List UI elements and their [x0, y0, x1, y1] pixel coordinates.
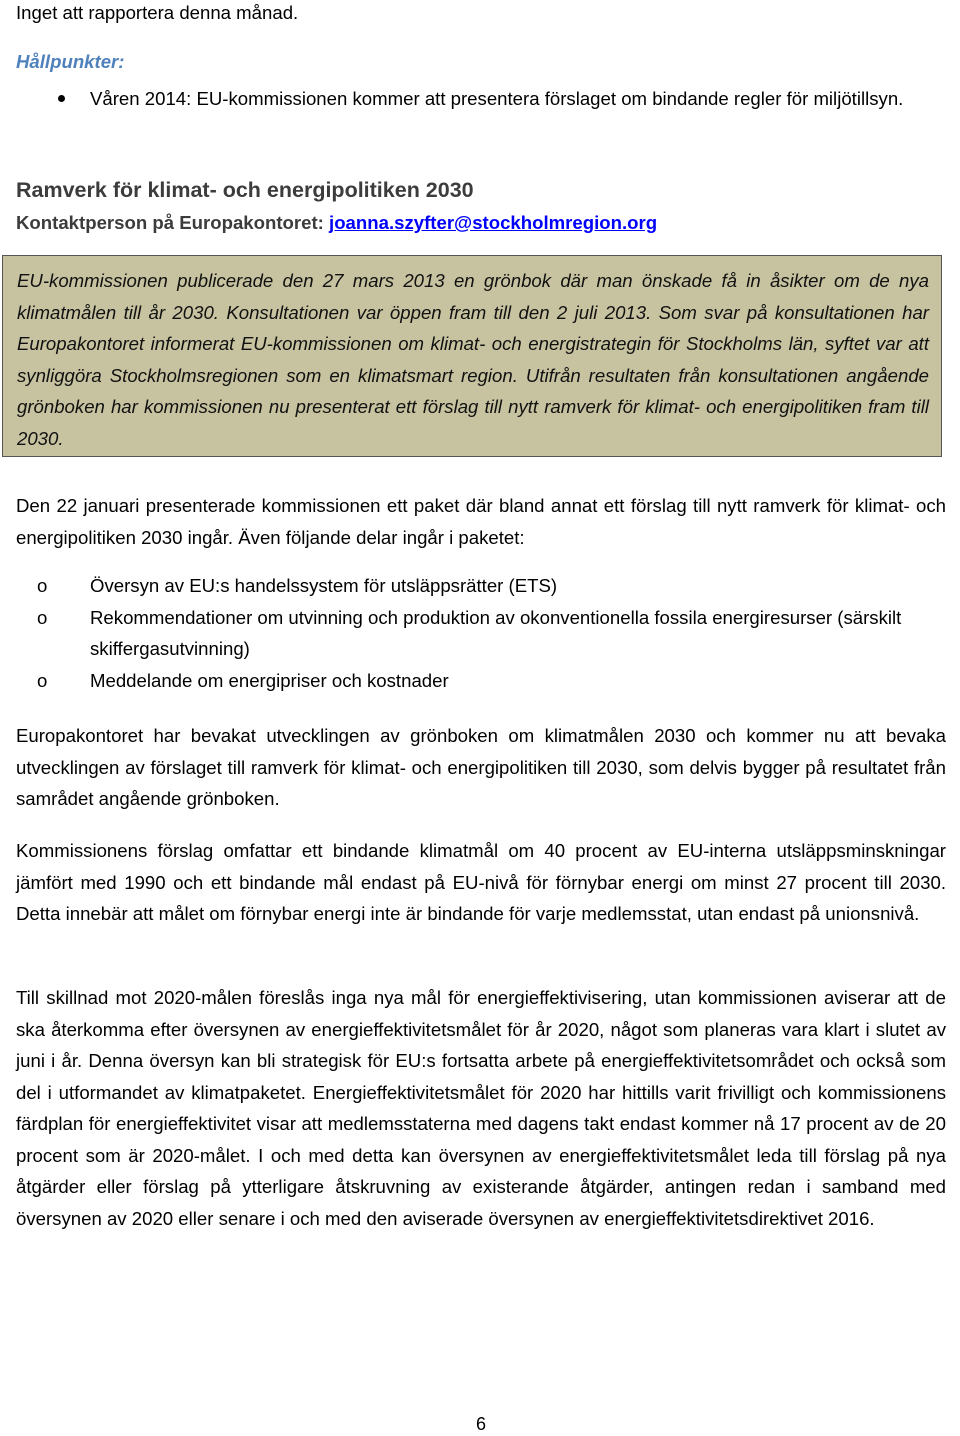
contact-email-link[interactable]: joanna.szyfter@stockholmregion.org — [329, 212, 658, 233]
summary-text: EU-kommissionen publicerade den 27 mars 2013 en grönbok där man önskade få in åsikter om de nya klimatmålen till år 2030. Konsultationen var öppen fram till den 2 juli 2013. Som svar på konsultationen har Europakontoret informerat EU-kommissionen om klimat- och energistrategin för Stockholms län, syftet var att synliggöra Stockholmsregionen som en klimatsmart region. Utifrån resultaten från konsultationen angående grönboken har kommissionen nu presenterat ett förslag till nytt ramverk för klimat- och energipolitiken fram till 2030. — [17, 270, 929, 449]
list-item-text: Rekommendationer om utvinning och produktion av okonventionella fossila energiresurser (särskilt skiffergasutvinning) — [90, 606, 902, 659]
hallpunkter-heading: Hållpunkter: — [16, 51, 125, 72]
paragraph-text: Till skillnad mot 2020-målen föreslås inga nya mål för energieffektivisering, utan kommissionen aviserar att de ska återkomma efter översynen av energieffektivitetsmålet för år 2020, något som planeras vara klart i slutet av juni i år. Denna översyn kan bli strategisk för EU:s fortsatta arbete på energieffektivitetsområdet och också som del i utformandet av klimatpaketet. Energieffektivitetsmålet för 2020 har hittills varit frivilligt och kommissionens färdplan för energieffektivitet visar att medlemsstaterna med dagens takt endast kommer nå 17 procent av de 20 procent som är 2020-målet. I och med detta kan översynen av energieffektivitetsmålet leda till förslag på nya åtgärder eller förslag på ytterligare åtskruvning av existerande åtgärder, antingen redan i samband med översynen av 2020 eller senare i och med den aviserade översynen av energieffektivitetsdirektivet 2016. — [16, 987, 946, 1229]
section-title: Ramverk för klimat- och energipolitiken 2030 — [16, 178, 474, 202]
contact-line — [16, 212, 657, 234]
list-item — [16, 570, 946, 602]
list-item — [16, 602, 946, 665]
paragraph-3 — [16, 835, 946, 930]
paragraph-2 — [16, 720, 946, 815]
page-number: 6 — [475, 1414, 486, 1434]
paragraph-text: Den 22 januari presenterade kommissionen ett paket där bland annat ett förslag till nytt ramverk för klimat- och energipolitiken 2030 ingår. Även följande delar ingår i paketet: — [16, 495, 946, 548]
hallpunkter-list — [16, 84, 946, 114]
package-list — [16, 570, 946, 696]
paragraph-1 — [16, 490, 946, 553]
circle-bullet-icon: o — [37, 606, 48, 628]
list-item-text: Meddelande om energipriser och kostnader — [90, 669, 449, 691]
bullet-icon — [16, 84, 90, 114]
list-item — [16, 665, 946, 697]
paragraph-text: Kommissionens förslag omfattar ett bindande klimatmål om 40 procent av EU-interna utsläppsminskningar jämfört med 1990 och ett bindande mål endast på EU-nivå för förnybar energi om minst 27 procent till 2030. Detta innebär att målet om förnybar energi inte är bindande för varje medlemsstat, utan endast på unionsnivå. — [16, 840, 946, 924]
contact-label: Kontaktperson på Europakontoret: — [16, 212, 324, 233]
list-item-text: Översyn av EU:s handelssystem för utsläppsrätter (ETS) — [90, 575, 558, 596]
circle-bullet-icon: o — [37, 669, 48, 691]
summary-box — [2, 255, 942, 457]
intro-line: Inget att rapportera denna månad. — [16, 2, 299, 23]
paragraph-4 — [16, 982, 946, 1234]
list-item-text: Våren 2014: EU-kommissionen kommer att presentera förslaget om bindande regler för miljötillsyn. — [90, 88, 904, 109]
paragraph-text: Europakontoret har bevakat utvecklingen av grönboken om klimatmålen 2030 och kommer nu att bevaka utvecklingen av förslaget till ramverk för klimat- och energipolitiken till 2030, som delvis bygger på resultatet från samrådet angående grönboken. — [16, 725, 946, 809]
circle-bullet-icon: o — [37, 575, 48, 596]
list-item — [16, 84, 946, 114]
